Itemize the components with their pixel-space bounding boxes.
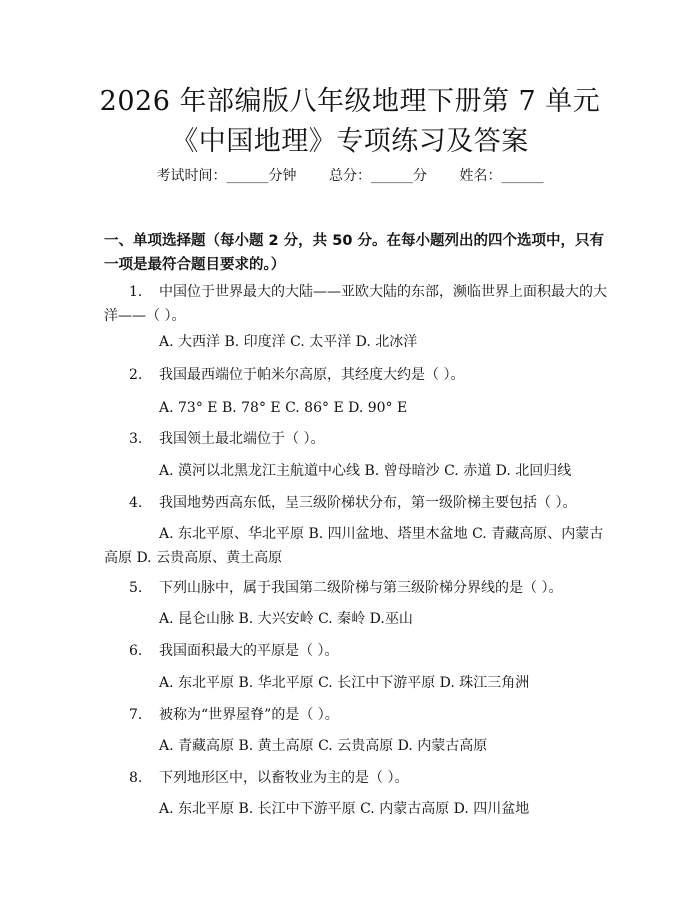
section-heading: 一、单项选择题（每小题 2 分，共 50 分。在每小题列出的四个选项中，只有一项是最符合题目要求的。） — [104, 233, 604, 273]
question-stem: 我国面积最大的平原是（ ）。 — [159, 643, 339, 659]
question-stem: 下列山脉中，属于我国第二级阶梯与第三级阶梯分界线的是（ ）。 — [159, 580, 563, 596]
question-options: A. 73° E B. 78° E C. 86° E D. 90° E — [159, 400, 408, 416]
total-score-field: 总分：______分 — [329, 168, 427, 184]
question-stem: 我国领土最北端位于（ ）。 — [159, 431, 325, 447]
question-stem: 下列地形区中，以畜牧业为主的是（ ）。 — [159, 770, 409, 786]
question-options: A. 昆仑山脉 B. 大兴安岭 C. 秦岭 D.巫山 — [159, 611, 413, 627]
document-title: 2026 年部编版八年级地理下册第 7 单元《中国地理》专项练习及答案 — [99, 86, 601, 157]
question-item — [104, 491, 609, 515]
exam-meta — [0, 166, 700, 186]
student-name-field: 姓名：______ — [459, 168, 544, 184]
question-options: A. 青藏高原 B. 黄土高原 C. 云贵高原 D. 内蒙古高原 — [159, 738, 488, 754]
question-number: 7. — [129, 707, 143, 723]
question-item — [104, 280, 609, 328]
question-options: A. 漠河以北黑龙江主航道中心线 B. 曾母暗沙 C. 赤道 D. 北回归线 — [159, 463, 572, 479]
question-number: 1. — [129, 284, 143, 300]
exam-time-field: 考试时间：______分钟 — [156, 168, 297, 184]
question-stem: 中国位于世界最大的大陆——亚欧大陆的东部，濒临世界上面积最大的大洋——（ ）。 — [104, 284, 607, 324]
question-number: 3. — [129, 431, 143, 447]
question-item — [104, 427, 609, 451]
question-number: 2. — [129, 367, 143, 383]
question-item — [104, 766, 609, 790]
question-item — [104, 576, 609, 600]
question-item — [104, 639, 609, 663]
question-options: A. 大西洋 B. 印度洋 C. 太平洋 D. 北冰洋 — [159, 334, 418, 350]
question-options: A. 东北平原 B. 长江中下游平原 C. 内蒙古高原 D. 四川盆地 — [159, 801, 530, 817]
question-stem: 我国最西端位于帕米尔高原，其经度大约是（ ）。 — [159, 367, 465, 383]
question-item — [104, 363, 609, 387]
question-options: A. 东北平原、华北平原 B. 四川盆地、塔里木盆地 C. 青藏高原、内蒙古高原 D. 云贵高原、黄土高原 — [104, 526, 604, 566]
question-stem: 被称为“世界屋脊”的是（ ）。 — [159, 707, 339, 723]
question-options: A. 东北平原 B. 华北平原 C. 长江中下游平原 D. 珠江三角洲 — [159, 675, 530, 691]
question-number: 4. — [129, 495, 143, 511]
question-number: 6. — [129, 643, 143, 659]
question-number: 8. — [129, 770, 143, 786]
question-item — [104, 703, 609, 727]
question-number: 5. — [129, 580, 143, 596]
question-stem: 我国地势西高东低，呈三级阶梯状分布，第一级阶梯主要包括（ ）。 — [159, 495, 577, 511]
